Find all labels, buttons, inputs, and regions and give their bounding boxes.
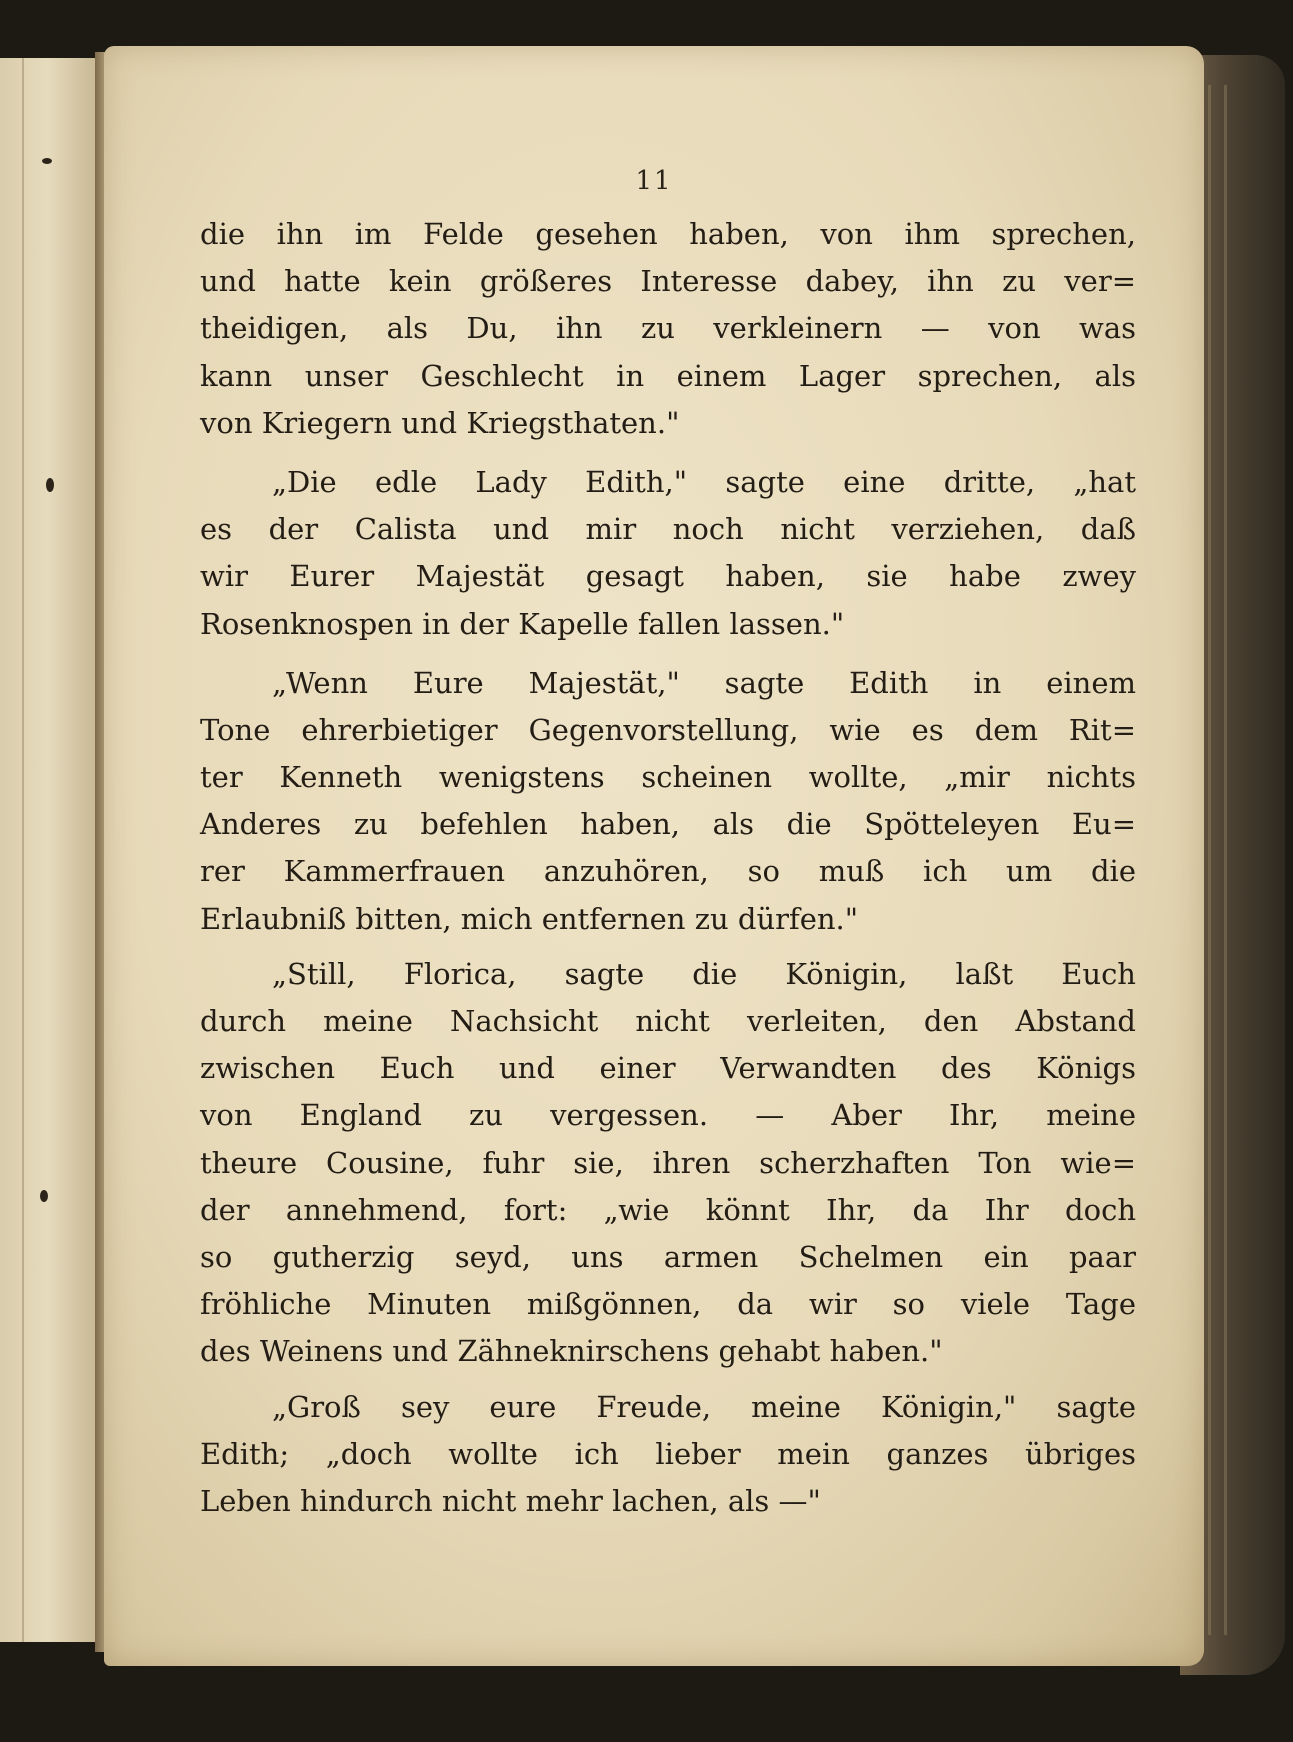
page-layer-line — [1208, 85, 1211, 1635]
ink-speck — [46, 478, 54, 492]
text-line: und hatte kein größeres Interesse dabey, ihn zu ver= — [200, 264, 1136, 299]
text-line: „Wenn Eure Majestät," sagte Edith in einem — [272, 665, 1136, 700]
text-line: wir Eurer Majestät gesagt haben, sie habe zwey — [200, 559, 1136, 594]
left-page-fold-line — [22, 58, 24, 1642]
text-line: „Die edle Lady Edith," sagte eine dritte, „hat — [272, 464, 1136, 499]
left-page-edge — [0, 58, 98, 1642]
page-body-text — [200, 211, 1136, 1525]
text-line: des Weinens und Zähneknirschens gehabt haben." — [200, 1334, 943, 1369]
text-line: kann unser Geschlecht in einem Lager sprechen, als — [200, 358, 1136, 393]
text-line: Rosenknospen in der Kapelle fallen lassen." — [200, 606, 845, 641]
text-line: ter Kenneth wenigstens scheinen wollte, „mir nichts — [200, 760, 1136, 795]
paragraph-5 — [200, 1384, 1136, 1526]
paragraph-4 — [200, 951, 1136, 1376]
paragraph-gap — [200, 1376, 1136, 1384]
text-line: so gutherzig seyd, uns armen Schelmen ein paar — [200, 1239, 1136, 1274]
text-line: Erlaubniß bitten, mich entfernen zu dürfen." — [200, 901, 859, 936]
text-line: Edith; „doch wollte ich lieber mein ganzes übriges — [200, 1436, 1136, 1471]
text-line: „Still, Florica, sagte die Königin, laßt Euch — [272, 956, 1136, 991]
text-line: „Groß sey eure Freude, meine Königin," sagte — [272, 1389, 1136, 1424]
paragraph-2 — [200, 459, 1136, 648]
text-line: die ihn im Felde gesehen haben, von ihm sprechen, — [200, 217, 1136, 251]
text-line: Anderes zu befehlen haben, als die Spötteleyen Eu= — [200, 807, 1136, 842]
text-line: Leben hindurch nicht mehr lachen, als —" — [200, 1483, 821, 1518]
text-line: zwischen Euch und einer Verwandten des Königs — [200, 1051, 1136, 1086]
paragraph-gap — [200, 447, 1136, 459]
paragraph-gap — [200, 648, 1136, 660]
text-line: von England zu vergessen. — Aber Ihr, meine — [200, 1098, 1136, 1133]
ink-speck — [40, 1190, 48, 1202]
text-line: rer Kammerfrauen anzuhören, so muß ich um die — [200, 854, 1136, 889]
text-line: durch meine Nachsicht nicht verleiten, den Abstand — [200, 1004, 1136, 1038]
page-layer-line — [1224, 85, 1227, 1635]
text-line: es der Calista und mir noch nicht verziehen, daß — [200, 512, 1136, 547]
paragraph-3 — [200, 660, 1136, 943]
paragraph-1 — [200, 211, 1136, 447]
ink-speck — [42, 158, 52, 164]
text-line: von Kriegern und Kriegsthaten." — [200, 405, 680, 440]
book-page — [104, 46, 1204, 1666]
paragraph-gap — [200, 943, 1136, 951]
text-line: theidigen, als Du, ihn zu verkleinern — von was — [200, 311, 1136, 346]
text-line: Tone ehrerbietiger Gegenvorstellung, wie es dem Rit= — [200, 712, 1136, 747]
text-line: der annehmend, fort: „wie könnt Ihr, da Ihr doch — [200, 1192, 1136, 1227]
page-number: 11 — [635, 166, 673, 196]
text-line: fröhliche Minuten mißgönnen, da wir so viele Tage — [200, 1287, 1136, 1322]
text-line: theure Cousine, fuhr sie, ihren scherzhaften Ton wie= — [200, 1145, 1136, 1180]
